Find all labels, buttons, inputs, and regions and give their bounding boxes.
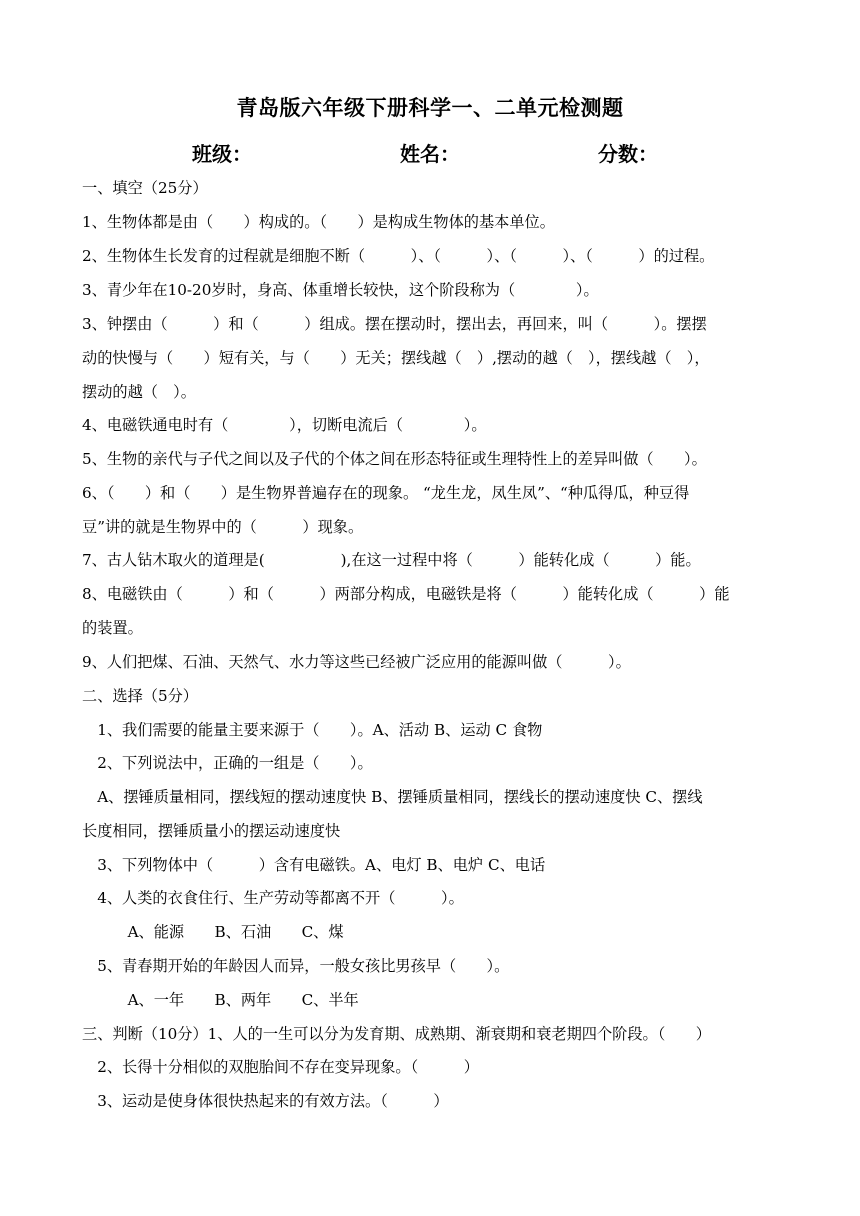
question-line: A、摆锤质量相同，摆线短的摆动速度快 B、摆锤质量相同，摆线长的摆动速度快 C、摆线 bbox=[82, 788, 703, 806]
question-line: 6、（ ）和（ ）是生物界普遍存在的现象。 “龙生龙，凤生凤”、“种瓜得瓜，种豆得 bbox=[82, 484, 690, 502]
options-line: A、能源 B、石油 C、煤 bbox=[82, 923, 344, 941]
question-line: 5、青春期开始的年龄因人而异，一般女孩比男孩早（ ）。 bbox=[82, 957, 510, 975]
question-line: 动的快慢与（ ）短有关，与（ ）无关；摆线越（ ）,摆动的越（ ），摆线越（ ）， bbox=[82, 349, 710, 367]
question-line: 4、电磁铁通电时有（ ），切断电流后（ ）。 bbox=[82, 416, 487, 434]
question-line: 3、钟摆由（ ）和（ ）组成。摆在摆动时，摆出去，再回来，叫（ ）。摆摆 bbox=[82, 315, 707, 333]
question-line: 8、电磁铁由（ ）和（ ）两部分构成，电磁铁是将（ ）能转化成（ ）能 bbox=[82, 585, 730, 603]
question-line: 1、生物体都是由（ ）构成的。（ ）是构成生物体的基本单位。 bbox=[82, 213, 555, 231]
options-line: A、一年 B、两年 C、半年 bbox=[82, 991, 359, 1009]
question-line: 1、我们需要的能量主要来源于（ ）。A、活动 B、运动 C 食物 bbox=[82, 721, 543, 739]
page-title: 青岛版六年级下册科学一、二单元检测题 bbox=[236, 96, 624, 120]
question-line: 5、生物的亲代与子代之间以及子代的个体之间在形态特征或生理特性上的差异叫做（ ）。 bbox=[82, 450, 707, 468]
question-line: 的装置。 bbox=[82, 619, 143, 637]
question-line: 豆”讲的就是生物界中的（ ）现象。 bbox=[82, 518, 364, 536]
section-heading-choice: 二、选择（5分） bbox=[82, 687, 198, 705]
question-line: 4、人类的衣食住行、生产劳动等都离不开（ ）。 bbox=[82, 889, 464, 907]
question-line: 3、下列物体中（ ）含有电磁铁。A、电灯 B、电炉 C、电话 bbox=[82, 856, 546, 874]
section-heading-fill-blank: 一、填空（25分） bbox=[82, 179, 208, 197]
question-line: 3、运动是使身体很快热起来的有效方法。（ ） bbox=[82, 1092, 449, 1110]
class-label: 班级： bbox=[192, 142, 252, 166]
section-heading-judge: 三、判断（10分）1、人的一生可以分为发育期、成熟期、渐衰期和衰老期四个阶段。（ ） bbox=[82, 1025, 711, 1043]
score-label: 分数： bbox=[598, 142, 658, 166]
question-line: 7、古人钻木取火的道理是( ),在这一过程中将（ ）能转化成（ ）能。 bbox=[82, 551, 701, 569]
question-line: 长度相同，摆锤质量小的摆运动速度快 bbox=[82, 822, 341, 840]
name-label: 姓名： bbox=[400, 142, 460, 166]
question-line: 2、长得十分相似的双胞胎间不存在变异现象。（ ） bbox=[82, 1058, 479, 1076]
question-line: 3、青少年在10-20岁时，身高、体重增长较快，这个阶段称为（ ）。 bbox=[82, 281, 599, 299]
question-line: 9、人们把煤、石油、天然气、水力等这些已经被广泛应用的能源叫做（ ）。 bbox=[82, 653, 631, 671]
question-line: 2、下列说法中，正确的一组是（ ）。 bbox=[82, 754, 373, 772]
question-line: 2、生物体生长发育的过程就是细胞不断（ ）、（ ）、（ ）、（ ）的过程。 bbox=[82, 247, 715, 265]
question-line: 摆动的越（ ）。 bbox=[82, 383, 196, 401]
